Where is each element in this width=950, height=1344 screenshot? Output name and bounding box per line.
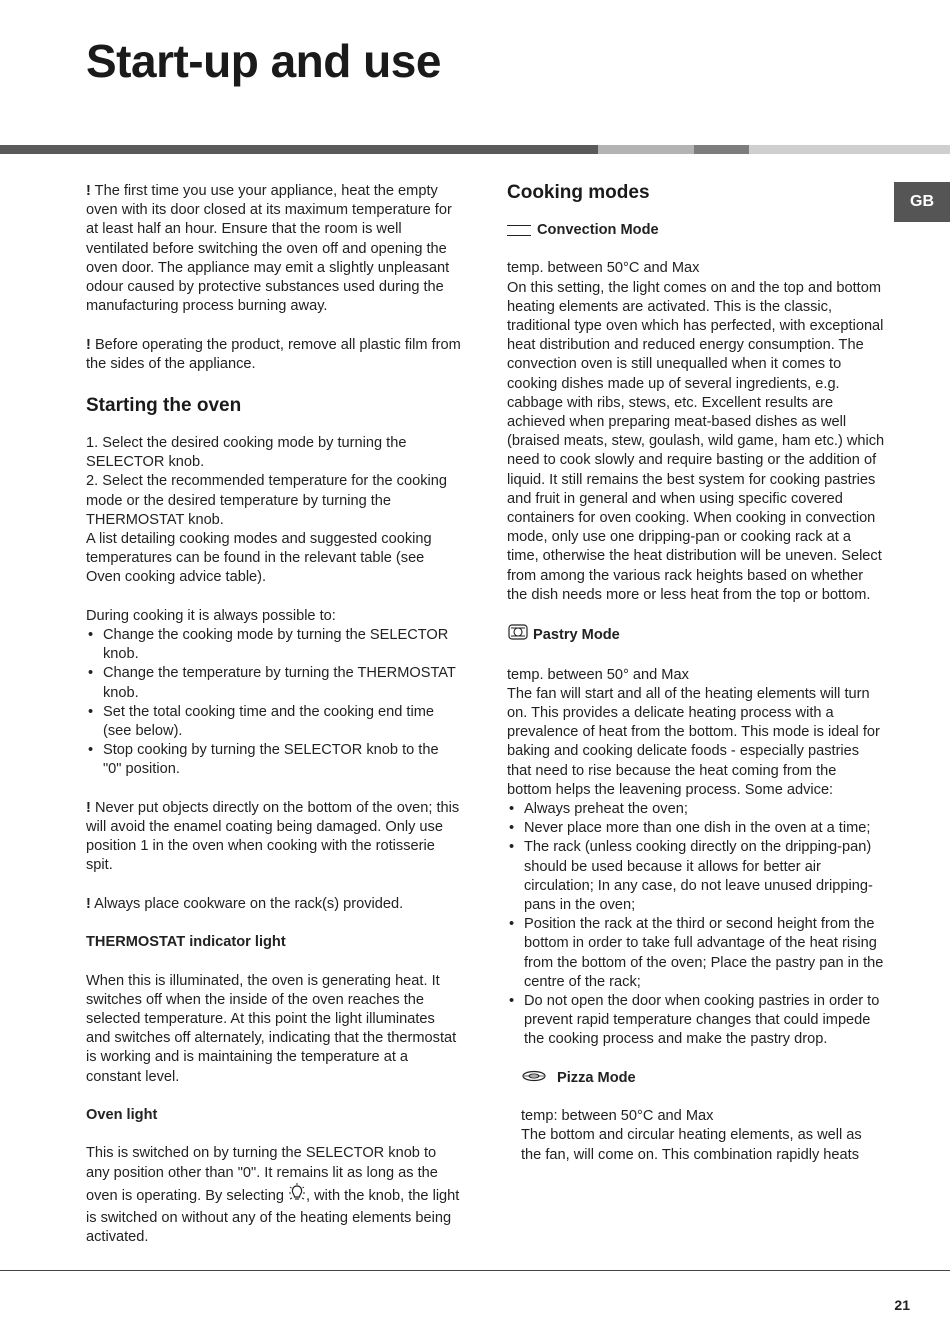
language-tab: GB [894, 182, 950, 222]
oven-light-heading: Oven light [86, 1107, 158, 1124]
list-item: • The rack (unless cooking directly on the dripping-pan) should be used because it allows for better air circulation; In any case, do not leave unused dripping-pans in the oven; [507, 838, 885, 915]
step-2: 2. Select the recommended temperature for the cooking mode or the desired temperature by turning the THERMOSTAT knob. [86, 473, 447, 528]
pastry-mode-heading: Pastry Mode [507, 624, 885, 646]
warning-oven-bottom: ! Never put objects directly on the bottom of the oven; this will avoid the enamel coating being damaged. Only use position 1 in the oven when cooking with the rotisserie spit. [86, 799, 460, 874]
warning-mark: ! [86, 895, 91, 912]
convection-temp: temp. between 50°C and Max [507, 260, 700, 277]
pizza-mode-heading: Pizza Mode [521, 1069, 885, 1088]
pastry-fan-icon [507, 624, 529, 646]
thermostat-text: When this is illuminated, the oven is generating heat. It switches off when the inside of the oven reaches the selected temperature. At this point the light illuminates and switches off alternately, indicating that the thermostat is working and is maintaining the temperature at a constant level. [86, 972, 457, 1085]
list-item: • Do not open the door when cooking pastries in order to prevent rapid temperature changes that could impede the cooking process and make the pastry drop. [507, 992, 885, 1050]
right-column [507, 182, 885, 1165]
pastry-temp: temp. between 50° and Max [507, 666, 689, 683]
warning-plastic-film: ! Before operating the product, remove all plastic film from the sides of the appliance. [86, 336, 461, 372]
lamp-icon [288, 1183, 306, 1209]
during-cooking-list [86, 626, 461, 780]
list-item: • Stop cooking by turning the SELECTOR knob to the "0" position. [86, 741, 461, 779]
pizza-section [507, 1069, 885, 1165]
list-item: • Set the total cooking time and the cooking end time (see below). [86, 703, 461, 741]
during-cooking-intro: During cooking it is always possible to: [86, 607, 336, 624]
page-number: 21 [894, 1297, 910, 1313]
header-bar-dark [0, 145, 598, 154]
footer-divider [0, 1270, 950, 1271]
warning-mark: ! [86, 336, 91, 353]
header-bar-light-2 [749, 145, 950, 154]
warning-first-use: ! The first time you use your appliance, heat the empty oven with its door closed at its maximum temperature for at least half an hour. Ensure that the room is well ventilated before switching the oven off and opening the oven door. The appliance may emit a slightly unpleasant odour caused by protective substances used during the manufacturing process burning away. [86, 183, 452, 315]
header-bar-light-1 [598, 145, 694, 154]
list-item: • Never place more than one dish in the oven at a time; [507, 819, 885, 838]
warning-mark: ! [86, 799, 91, 816]
list-item: • Position the rack at the third or second height from the bottom in order to take full advantage of the heat rising from the bottom of the oven; Place the pastry pan in the centre of the rack; [507, 915, 885, 992]
page-title: Start-up and use [86, 35, 441, 87]
pizza-text: The bottom and circular heating elements, as well as the fan, will come on. This combination rapidly heats [521, 1127, 862, 1163]
pizza-temp: temp: between 50°C and Max [521, 1108, 714, 1125]
left-column [86, 182, 461, 1247]
convection-mode-heading: Convection Mode [507, 221, 885, 240]
step-3: A list detailing cooking modes and suggested cooking temperatures can be found in the relevant table (see Oven cooking advice table). [86, 531, 432, 586]
warning-mark: ! [86, 183, 91, 199]
list-item: • Change the cooking mode by turning the SELECTOR knob. [86, 626, 461, 664]
pastry-advice-list [507, 800, 885, 1050]
starting-oven-heading: Starting the oven [86, 395, 242, 417]
list-item: • Change the temperature by turning the THERMOSTAT knob. [86, 664, 461, 702]
cooking-modes-heading: Cooking modes [507, 182, 650, 203]
header-bar-mid [694, 145, 749, 154]
list-item: • Always preheat the oven; [507, 800, 885, 819]
oven-light-text: This is switched on by turning the SELECTOR knob to any position other than "0". It remains lit as long as the oven is operating. By selecting , with the knob, the light is switched on without any of the heating elements being activated. [86, 1145, 460, 1246]
warning-cookware: ! Always place cookware on the rack(s) provided. [86, 895, 404, 912]
pastry-text: The fan will start and all of the heating elements will turn on. This provides a delicate heating process with a prevalence of heat from the bottom. This mode is ideal for baking and cooking delicate foods - especially pastries that need to rise because the heat coming from the bottom helps the leavening process. Some advice: [507, 685, 880, 798]
pizza-icon [521, 1069, 553, 1088]
convection-icon [507, 225, 531, 236]
thermostat-heading: THERMOSTAT indicator light [86, 934, 286, 951]
convection-text: On this setting, the light comes on and the top and bottom heating elements are activated. This is the classic, traditional type oven which has perfected, with exceptional heat distribution and reduced energy consumption. The convection oven is still unequalled when it comes to cooking dishes made up of several ingredients, e.g. cabbage with ribs, stews, etc. Excellent results are achieved when preparing meat-based dishes as well (braised meats, stew, goulash, wild game, ham etc.) which need to cook slowly and require basting or the addition of liquid. It still remains the best system for cooking pastries and fruit in general and when using specific covered containers for oven cooking. When cooking in convection mode, only use one dripping-pan or cooking rack at a time, otherwise the heat distribution will be uneven. Select from among the various rack heights based on whether the dish needs more or less heat from the top or bottom. [507, 279, 885, 603]
step-1: 1. Select the desired cooking mode by turning the SELECTOR knob. [86, 435, 407, 471]
